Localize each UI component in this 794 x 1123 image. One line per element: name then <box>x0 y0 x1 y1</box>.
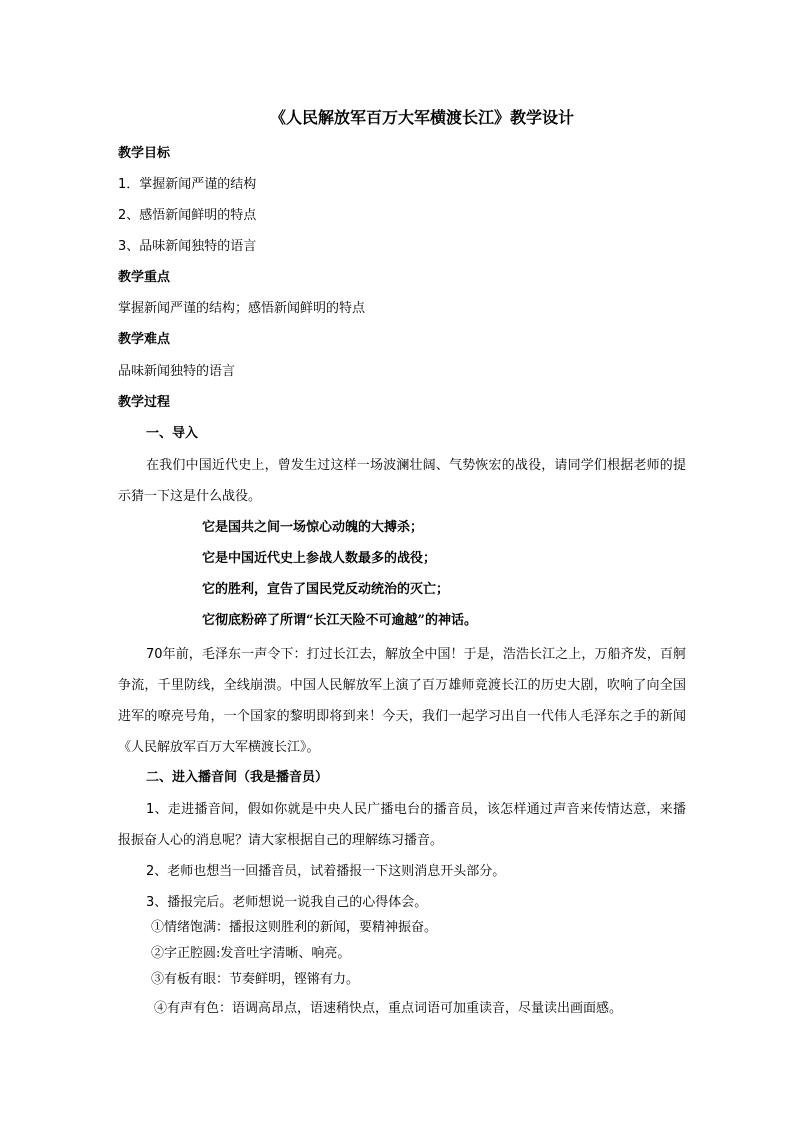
story-paragraph: 70年前，毛泽东一声令下：打过长江去，解放全中国！于是，浩浩长江之上，万船齐发，百舸争流，千里防线，全线崩溃。中国人民解放军上演了百万雄师竟渡长江的历史大剧，吹响了向全国进军的嘹亮号角，一个国家的黎明即将到来！今天，我们一起学习出自一代伟人毛泽东之手的新闻《人民解放军百万大军横渡长江》。 <box>118 647 686 755</box>
tip-line: ①情绪饱满：播报这则胜利的新闻，要精神振奋。 <box>151 920 438 935</box>
hint-line: 它彻底粉碎了所谓“长江天险不可逾越”的神话。 <box>202 613 477 628</box>
tip-line: ②字正腔圆:发音吐字清晰、响亮。 <box>151 946 351 961</box>
step1-paragraph: 1、走进播音间，假如你就是中央人民广播电台的播音员，该怎样通过声音来传情达意，来播报振奋人心的消息呢？请大家根据自己的理解练习播音。 <box>118 802 686 848</box>
tip-line: ③有板有眼：节奏鲜明，铿锵有力。 <box>151 972 360 987</box>
section1-heading: 一、导入 <box>146 426 199 441</box>
section2-heading: 二、进入播音间（我是播音员） <box>146 770 329 785</box>
goal-item: 3、品味新闻独特的语言 <box>118 239 257 254</box>
step3-paragraph: 3、播报完后。老师想说一说我自己的心得体会。 <box>146 895 428 910</box>
document-title: 《人民解放军百万大军横渡长江》教学设计 <box>270 108 575 127</box>
difficulty-text: 品味新闻独特的语言 <box>118 364 236 379</box>
tip-line: ④有声有色：语调高昂点，语速稍快点，重点词语可加重读音，尽量读出画面感。 <box>154 1001 623 1016</box>
hint-line: 它的胜利，宣告了国民党反动统治的灭亡； <box>202 582 450 597</box>
goal-item: 1．掌握新闻严谨的结构 <box>118 177 257 192</box>
key-points-text: 掌握新闻严谨的结构；感悟新闻鲜明的特点 <box>118 301 366 316</box>
intro-paragraph: 在我们中国近代史上，曾发生过这样一场波澜壮阔、气势恢宏的战役，请同学们根据老师的提示猜一下这是什么战役。 <box>118 458 686 504</box>
key-points-heading: 教学重点 <box>118 270 171 285</box>
hint-line: 它是国共之间一场惊心动魄的大搏杀； <box>202 520 424 535</box>
difficulty-heading: 教学难点 <box>118 332 171 347</box>
goals-heading: 教学目标 <box>118 146 171 161</box>
step2-paragraph: 2、老师也想当一回播音员，试着播报一下这则消息开头部分。 <box>146 864 506 879</box>
goal-item: 2、感悟新闻鲜明的特点 <box>118 208 257 223</box>
hint-line: 它是中国近代史上参战人数最多的战役； <box>202 551 437 566</box>
process-heading: 教学过程 <box>118 395 171 410</box>
